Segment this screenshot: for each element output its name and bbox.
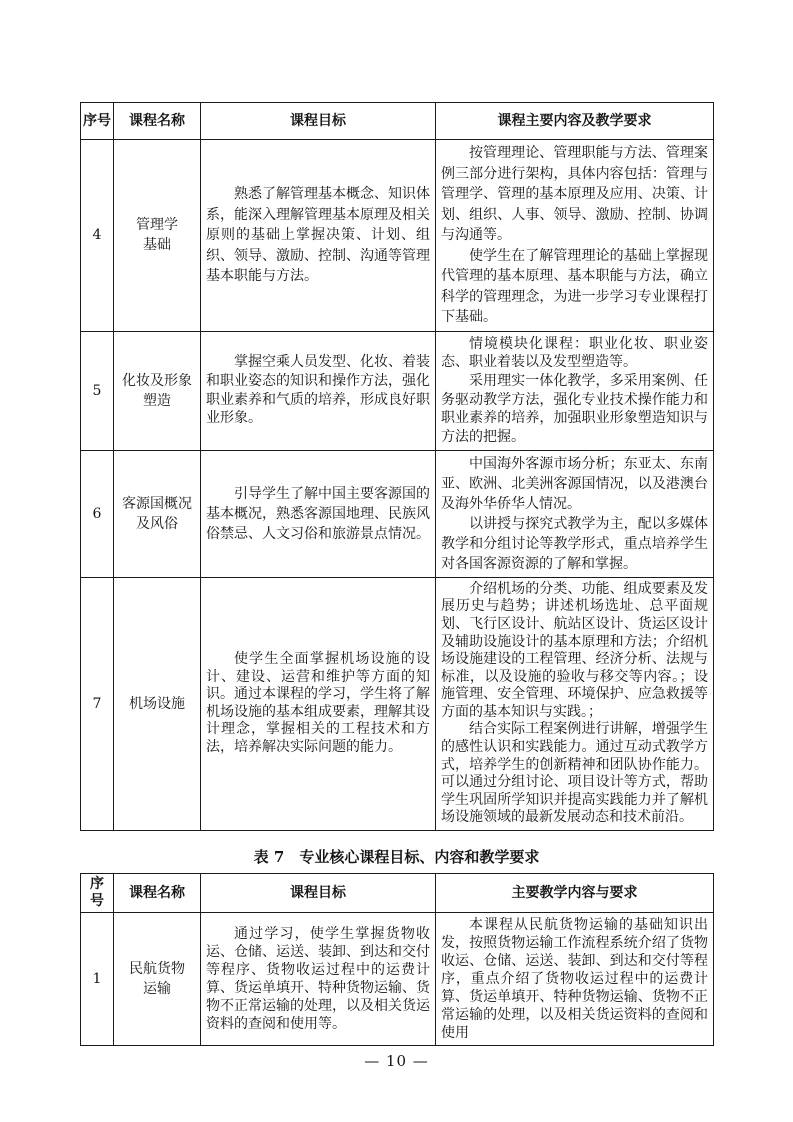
course-seq: 7 [81, 577, 114, 830]
table-row-course-5 [81, 331, 714, 450]
content-paragraph: 按管理理论、管理职能与方法、管理案例三部分进行架构，具体内容包括：管理与管理学、管理的基本原理及应用、决策、计划、组织、人事、领导、激励、控制、协调与沟通等。 [441, 145, 708, 243]
course-content [436, 331, 714, 450]
course-name [114, 140, 201, 332]
table1-header-seq: 序号 [81, 103, 114, 140]
content-paragraph: 以讲授与探究式教学为主，配以多媒体教学和分组讨论等教学形式，重点培养学生对各国客源资源的了解和掌握。 [441, 515, 708, 572]
table-row-course-7 [81, 577, 714, 830]
table1-header-objective: 课程目标 [201, 103, 436, 140]
table2-header-seq-text: 序号 [90, 876, 104, 909]
course-objective [201, 577, 436, 830]
general-course-table [80, 102, 714, 831]
course-objective [201, 331, 436, 450]
course-name-line: 塑造 [143, 392, 171, 409]
course-name-line: 基础 [143, 237, 171, 254]
content-paragraph: 本课程从民航货物运输的基础知识出发，按照货物运输工作流程系统介绍了货物收运、仓储、运送、装卸、到达和交付等程序，重点介绍了货物收运过程中的运费计算、货运单填开、特种货物运输、货物不正常运输的处理，以及相关货运资料的查阅和使用 [441, 917, 708, 1041]
page-number: — 10 — [364, 1052, 429, 1070]
course-content [436, 140, 714, 332]
content-paragraph: 结合实际工程案例进行讲解，增强学生的感性认识和实践能力。通过互动式教学方式，培养学生的创新精神和团队协作能力。可以通过分组讨论、项目设计等方式，帮助学生巩固所学知识并提高实践能力并了解机场设施领域的最新发展动态和技术前沿。 [441, 721, 708, 826]
objective-paragraph: 熟悉了解管理基本概念、知识体系，能深入理解管理基本原理及相关原则的基础上掌握决策、计划、组织、领导、激励、控制、沟通等管理基本职能与方法。 [206, 186, 430, 284]
course-name [114, 331, 201, 450]
table2-header-content: 主要教学内容与要求 [436, 874, 714, 913]
table1-header-row [81, 103, 714, 140]
table-row-course-6 [81, 450, 714, 577]
course-name-line: 化妆及形象 [122, 372, 192, 389]
course-objective [201, 450, 436, 577]
table1-header-content: 课程主要内容及教学要求 [436, 103, 714, 140]
objective-paragraph: 引导学生了解中国主要客源国的基本概况，熟悉客源国地理、民族风俗禁忌、人文习俗和旅游景点情况。 [206, 485, 430, 542]
course-name-line: 及风俗 [136, 515, 178, 532]
table2-header-course-name: 课程名称 [114, 874, 201, 913]
table-row-course-4 [81, 140, 714, 332]
course-seq: 5 [81, 331, 114, 450]
table2-header-seq [81, 874, 114, 913]
content-paragraph: 中国海外客源市场分析；东亚太、东南亚、欧洲、北美洲客源国情况，以及港澳台及海外华侨华人情况。 [441, 455, 708, 512]
objective-paragraph: 使学生全面掌握机场设施的设计、建设、运营和维护等方面的知识。通过本课程的学习，学生将了解机场设施的基本组成要素，理解其设计理念，掌握相关的工程技术和方法，培养解决实际问题的能力。 [206, 651, 430, 756]
course-seq: 6 [81, 450, 114, 577]
course-objective [201, 140, 436, 332]
course-name [114, 450, 201, 577]
course-seq: 4 [81, 140, 114, 332]
course-content [436, 913, 714, 1046]
objective-paragraph: 通过学习，使学生掌握货物收运、仓储、运送、装卸、到达和交付等程序、货物收运过程中的运费计算、货运单填开、特种货物运输、货物不正常运输的处理，以及相关货运资料的查阅和使用等。 [206, 926, 430, 1032]
content-paragraph: 情境模块化课程：职业化妆、职业姿态、职业着装以及发型塑造等。 [441, 335, 708, 371]
course-objective [201, 913, 436, 1046]
course-content [436, 577, 714, 830]
content-paragraph: 介绍机场的分类、功能、组成要素及发展历史与趋势；讲述机场选址、总平面规划、飞行区设计、航站区设计、货运区设计及辅助设施设计的基本原理和方法；介绍机场设施建设的工程管理、经济分析、法规与标准，以及设施的验收与移交等内容。；设施管理、安全管理、环境保护、应急救援等方面的基本知识与实践。； [441, 580, 708, 720]
course-name-line: 机场设施 [129, 695, 185, 712]
course-name-line: 客源国概况 [122, 495, 192, 512]
table2-title: 表 7 专业核心课程目标、内容和教学要求 [253, 848, 540, 866]
table1-header-course-name: 课程名称 [114, 103, 201, 140]
core-course-table [80, 873, 714, 1046]
table2-header-row [81, 874, 714, 913]
objective-paragraph: 掌握空乘人员发型、化妆、着装和职业姿态的知识和操作方法，强化职业素养和气质的培养，形成良好职业形象。 [206, 354, 430, 427]
table2-header-objective: 课程目标 [201, 874, 436, 913]
course-name-line: 管理学 [136, 217, 178, 234]
course-name [114, 913, 201, 1046]
course-name-line: 民航货物 [129, 961, 185, 977]
content-paragraph: 采用理实一体化教学，多采用案例、任务驱动教学方法，强化专业技术操作能力和职业素养的培养，加强职业形象塑造知识与方法的把握。 [441, 372, 708, 446]
course-content [436, 450, 714, 577]
course-seq: 1 [81, 913, 114, 1046]
content-paragraph: 使学生在了解管理理论的基础上掌握现代管理的基本原理、基本职能与方法，确立科学的管理理念，为进一步学习专业课程打下基础。 [441, 247, 708, 325]
course-name-line: 运输 [143, 981, 171, 997]
table-row-core-course-1 [81, 913, 714, 1046]
course-name [114, 577, 201, 830]
